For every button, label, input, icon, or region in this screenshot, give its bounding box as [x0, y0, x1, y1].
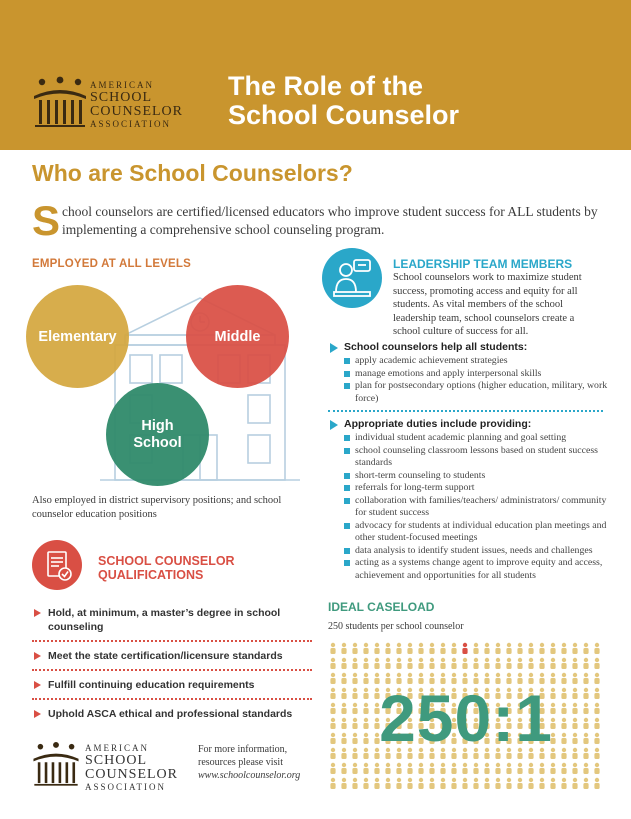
drop-cap: S [32, 197, 61, 244]
logo-line-1: AMERICAN [90, 80, 155, 90]
student-person-icon [539, 658, 544, 669]
student-person-icon [561, 658, 566, 669]
help-item: plan for postsecondary options (higher education, military, work force) [328, 380, 608, 405]
student-person-icon [572, 658, 577, 669]
employed-note: Also employed in district supervisory positions; and school counselor education positions [32, 495, 282, 520]
student-person-icon [407, 643, 412, 654]
student-person-icon [451, 643, 456, 654]
student-person-icon [385, 643, 390, 654]
footer-logo-line-1: AMERICAN [85, 743, 150, 753]
student-person-icon [495, 643, 500, 654]
student-person-icon [539, 643, 544, 654]
student-person-icon [374, 643, 379, 654]
student-person-icon [473, 763, 478, 774]
intro-text: chool counselors are certified/licensed educators who improve student success for ALL students by implementing a comprehensive school counseling program. [62, 204, 598, 237]
student-person-icon [451, 778, 456, 789]
student-person-icon [440, 658, 445, 669]
page-title-line-1: The Role of the [228, 71, 423, 101]
student-person-icon [473, 643, 478, 654]
student-person-icon [407, 778, 412, 789]
student-person-icon [594, 658, 599, 669]
footer-url-link[interactable]: www.schoolcounselor.org [198, 770, 301, 781]
student-person-icon [352, 763, 357, 774]
elementary-label: Elementary [38, 328, 117, 345]
student-person-icon [363, 763, 368, 774]
student-person-icon [594, 643, 599, 654]
student-person-icon [506, 763, 511, 774]
student-person-icon [462, 778, 467, 789]
high-school-label: High School [133, 417, 182, 451]
student-person-icon [495, 778, 500, 789]
qualification-item: Meet the state certification/licensure standards [32, 649, 312, 671]
employed-heading: EMPLOYED AT ALL LEVELS [32, 258, 192, 270]
student-person-icon [528, 658, 533, 669]
qualifications-list [32, 606, 312, 734]
qualifications-heading [98, 554, 235, 582]
footer-line-2: resources please visit [198, 757, 283, 768]
caseload-subtext: 250 students per school counselor [328, 621, 464, 632]
help-item: manage emotions and apply interpersonal skills [328, 368, 608, 381]
logo-wordmark [90, 80, 183, 130]
student-person-icon [462, 763, 467, 774]
footer-logo-line-4: ASSOCIATION [85, 782, 167, 792]
help-section [328, 341, 608, 405]
middle-label: Middle [214, 328, 261, 345]
student-person-icon [341, 658, 346, 669]
student-person-icon [539, 778, 544, 789]
footer-logo-line-2: SCHOOL [85, 753, 148, 768]
student-person-icon [440, 643, 445, 654]
student-person-icon [429, 763, 434, 774]
duties-heading: Appropriate duties include providing: [328, 418, 608, 430]
student-person-icon [528, 778, 533, 789]
student-person-icon [517, 643, 522, 654]
student-person-icon [407, 763, 412, 774]
student-person-icon [352, 778, 357, 789]
student-person-icon [572, 763, 577, 774]
student-person-icon [374, 763, 379, 774]
student-person-icon [341, 778, 346, 789]
page-title-line-2: School Counselor [228, 100, 460, 130]
logo-line-4: ASSOCIATION [90, 119, 172, 129]
student-person-icon [440, 778, 445, 789]
student-person-icon [583, 643, 588, 654]
student-person-icon [473, 778, 478, 789]
student-person-icon [341, 643, 346, 654]
duties-section [328, 418, 608, 582]
duty-item: individual student academic planning and goal setting [328, 432, 608, 445]
student-person-icon [407, 658, 412, 669]
student-person-icon [561, 778, 566, 789]
student-person-icon [550, 763, 555, 774]
duty-item: data analysis to identify student issues, needs and challenges [328, 545, 608, 558]
elementary-circle [26, 285, 129, 388]
student-person-icon [374, 658, 379, 669]
student-person-icon [396, 658, 401, 669]
qualification-item: Hold, at minimum, a master’s degree in school counseling [32, 606, 312, 642]
student-person-icon [484, 763, 489, 774]
qualifications-heading-line-1: SCHOOL COUNSELOR [98, 554, 235, 568]
help-item: apply academic achievement strategies [328, 355, 608, 368]
duty-item: short-term counseling to students [328, 470, 608, 483]
footer-info [198, 743, 300, 782]
student-person-icon [330, 658, 335, 669]
student-person-icon [418, 643, 423, 654]
student-person-icon [517, 763, 522, 774]
counselor-person-icon [462, 643, 467, 654]
student-person-icon [561, 763, 566, 774]
student-person-icon [528, 643, 533, 654]
asca-footer-logo-icon [30, 738, 82, 790]
footer-logo-line-3: COUNSELOR [85, 767, 179, 782]
qualification-item: Uphold ASCA ethical and professional standards [32, 707, 312, 727]
document-check-icon [32, 540, 82, 590]
student-person-icon [550, 643, 555, 654]
qualification-item: Fulfill continuing education requirements [32, 678, 312, 700]
help-heading: School counselors help all students: [328, 341, 608, 353]
student-person-icon [462, 658, 467, 669]
student-person-icon [495, 658, 500, 669]
student-person-icon [429, 778, 434, 789]
duty-item: collaboration with families/teachers/ administrators/ community for student success [328, 495, 608, 520]
logo-line-2: SCHOOL [90, 90, 153, 105]
student-person-icon [429, 643, 434, 654]
student-person-icon [561, 643, 566, 654]
student-person-icon [583, 763, 588, 774]
student-person-icon [385, 778, 390, 789]
student-person-icon [418, 778, 423, 789]
student-person-icon [594, 778, 599, 789]
caseload-heading: IDEAL CASELOAD [328, 600, 435, 614]
student-person-icon [330, 763, 335, 774]
student-person-icon [363, 778, 368, 789]
student-person-icon [484, 778, 489, 789]
student-person-icon [363, 658, 368, 669]
student-person-icon [440, 763, 445, 774]
student-person-icon [352, 643, 357, 654]
duty-item: advocacy for students at individual education plan meetings and other student-focused meetings [328, 520, 608, 545]
student-person-icon [528, 763, 533, 774]
student-person-icon [418, 658, 423, 669]
student-person-icon [506, 778, 511, 789]
student-person-icon [396, 643, 401, 654]
presenter-icon [322, 248, 382, 308]
student-person-icon [583, 658, 588, 669]
student-person-icon [330, 643, 335, 654]
student-person-icon [341, 763, 346, 774]
student-person-icon [418, 763, 423, 774]
middle-circle [186, 285, 289, 388]
student-person-icon [451, 763, 456, 774]
student-person-icon [352, 658, 357, 669]
student-person-icon [517, 658, 522, 669]
student-person-icon [539, 763, 544, 774]
student-person-icon [484, 643, 489, 654]
student-person-icon [550, 658, 555, 669]
student-person-icon [495, 763, 500, 774]
asca-logo-icon [30, 72, 90, 132]
leadership-text: School counselors work to maximize student success, promoting access and equity for all students. As vital members of the school leadership team, school counselors create a school culture of success for all. [393, 272, 582, 337]
student-person-icon [396, 778, 401, 789]
section-title: Who are School Counselors? [32, 160, 353, 186]
student-person-icon [330, 778, 335, 789]
student-person-icon [385, 658, 390, 669]
leadership-heading: LEADERSHIP TEAM MEMBERS [393, 257, 573, 271]
intro-paragraph [32, 197, 602, 244]
student-person-icon [451, 658, 456, 669]
student-person-icon [484, 658, 489, 669]
footer-logo-wordmark [85, 743, 178, 793]
student-person-icon [506, 643, 511, 654]
dotted-divider [328, 410, 603, 412]
student-person-icon [517, 778, 522, 789]
student-person-icon [583, 778, 588, 789]
student-person-icon [572, 778, 577, 789]
footer-line-1: For more information, [198, 744, 288, 755]
qualifications-heading-line-2: QUALIFICATIONS [98, 568, 204, 582]
student-person-icon [396, 763, 401, 774]
student-person-icon [550, 778, 555, 789]
student-person-icon [473, 658, 478, 669]
student-person-icon [429, 658, 434, 669]
caseload-ratio: 250:1 [379, 681, 553, 755]
student-person-icon [594, 763, 599, 774]
duty-item: school counseling classroom lessons based on student success standards [328, 445, 608, 470]
duty-item: acting as a systems change agent to improve equity and access, achievement and opportunities for all students [328, 557, 608, 582]
student-person-icon [506, 658, 511, 669]
duty-item: referrals for long-term support [328, 482, 608, 495]
page-title [228, 72, 608, 130]
logo-line-3: COUNSELOR [90, 104, 184, 119]
student-person-icon [374, 778, 379, 789]
high-school-circle [106, 383, 209, 486]
student-person-icon [572, 643, 577, 654]
student-person-icon [363, 643, 368, 654]
student-person-icon [385, 763, 390, 774]
